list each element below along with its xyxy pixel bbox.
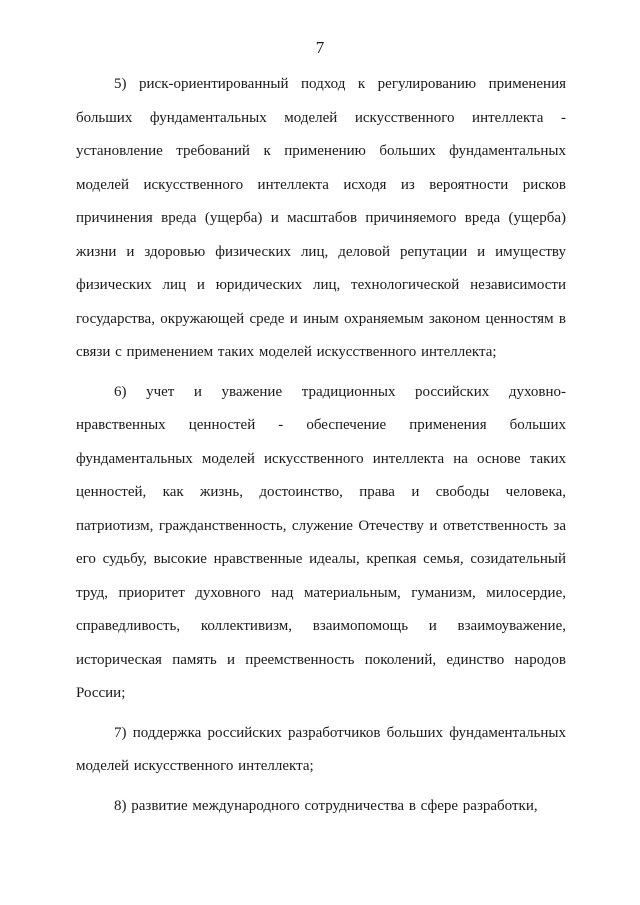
document-body bbox=[76, 68, 566, 829]
paragraph-item-5: 5) риск-ориентированный подход к регулированию применения больших фундаментальных моделей искусственного интеллекта - установление требований к применению больших фундаментальных моделей искусственного интеллекта исходя из вероятности рисков причинения вреда (ущерба) и масштабов причиняемого вреда (ущерба) жизни и здоровью физических лиц, деловой репутации и имуществу физических лиц и юридических лиц, технологической независимости государства, окружающей среде и иным охраняемым законом ценностям в связи с применением таких моделей искусственного интеллекта; bbox=[76, 76, 566, 360]
page-number: 7 bbox=[315, 38, 325, 57]
paragraph-item-6: 6) учет и уважение традиционных российских духовно-нравственных ценностей - обеспечение применения больших фундаментальных моделей искусственного интеллекта на основе таких ценностей, как жизнь, достоинство, права и свободы человека, патриотизм, гражданственность, служение Отечеству и ответственность за его судьбу, высокие нравственные идеалы, крепкая семья, созидательный труд, приоритет духовного над материальным, гуманизм, милосердие, справедливость, коллективизм, взаимопомощь и взаимоуважение, историческая память и преемственность поколений, единство народов России; bbox=[76, 383, 566, 701]
paragraph-item-8: 8) развитие международного сотрудничества в сфере разработки, bbox=[114, 797, 538, 814]
paragraph-item-7: 7) поддержка российских разработчиков больших фундаментальных моделей искусственного интеллекта; bbox=[76, 724, 566, 774]
